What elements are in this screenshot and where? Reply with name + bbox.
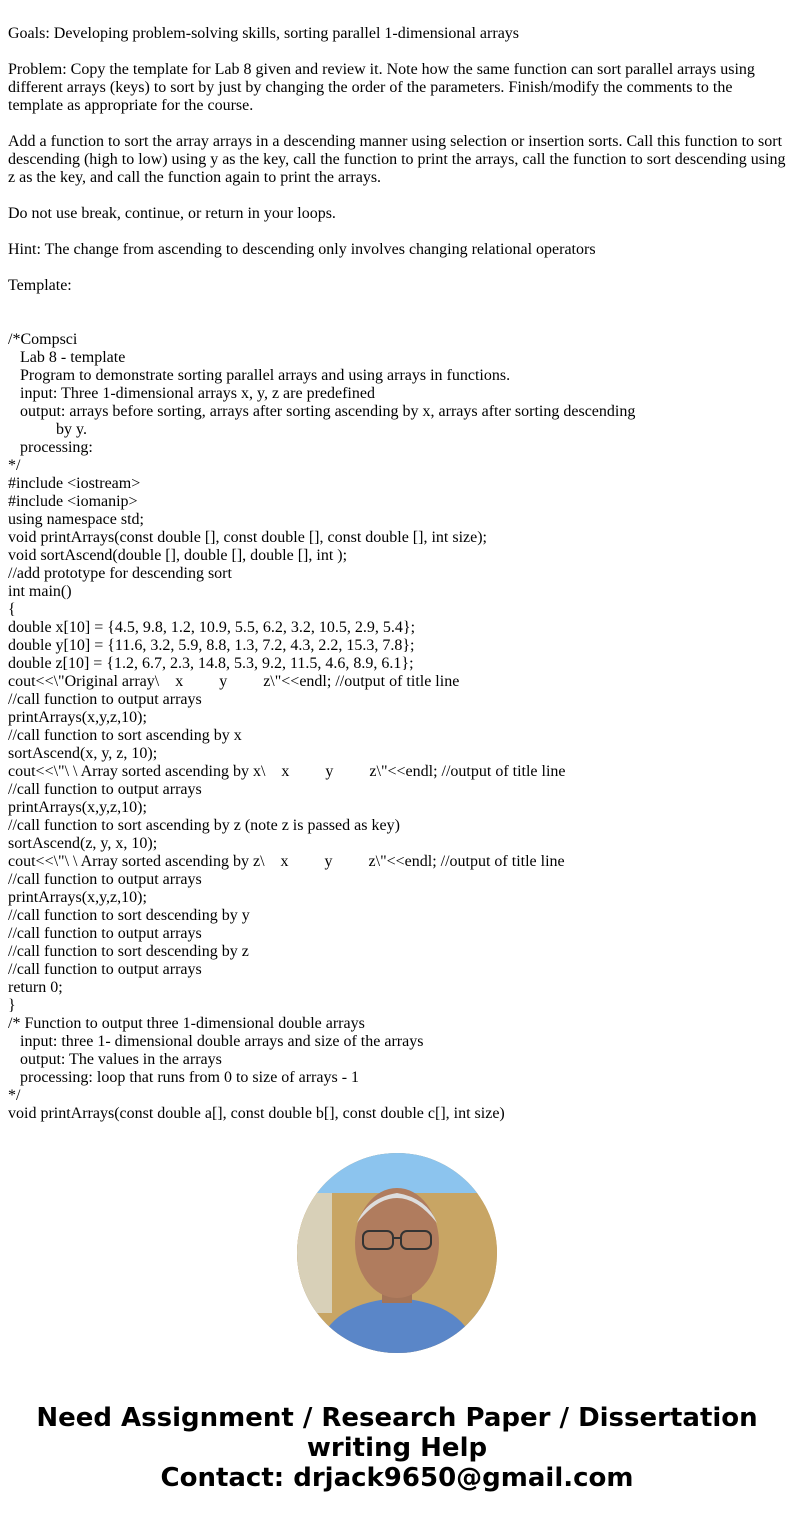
code-line: cout<<\"Original array\ x y z\"<<endl; //output of title line xyxy=(8,673,460,690)
code-line: //call function to output arrays xyxy=(8,691,202,708)
code-line: //call function to output arrays xyxy=(8,961,202,978)
contact-banner xyxy=(0,1403,794,1493)
code-line: //call function to sort ascending by z (note z is passed as key) xyxy=(8,817,400,834)
code-template xyxy=(8,331,788,1123)
code-line: input: three 1- dimensional double arrays and size of the arrays xyxy=(8,1033,424,1050)
paragraph: Add a function to sort the array arrays in a descending manner using selection or insertion sorts. Call this function to sort descending (high to low) using y as the key, call the function to print the arrays, call the function to sort descending using z as the key, and call the function again to print the arrays. xyxy=(8,133,786,186)
code-line: void printArrays(const double [], const double [], const double [], int size); xyxy=(8,529,487,546)
code-line: by y. xyxy=(8,421,87,438)
code-line: printArrays(x,y,z,10); xyxy=(8,709,147,726)
code-line: { xyxy=(8,601,16,618)
code-line: using namespace std; xyxy=(8,511,144,528)
code-line: #include <iomanip> xyxy=(8,493,138,510)
code-line: processing: xyxy=(8,439,93,456)
paragraph: Do not use break, continue, or return in your loops. xyxy=(8,205,336,222)
code-line: sortAscend(z, y, x, 10); xyxy=(8,835,158,852)
code-line: //add prototype for descending sort xyxy=(8,565,232,582)
code-line: output: The values in the arrays xyxy=(8,1051,222,1068)
code-line: } xyxy=(8,997,16,1014)
paragraph: Problem: Copy the template for Lab 8 given and review it. Note how the same function can sort parallel arrays using different arrays (keys) to sort by just by changing the order of the parameters. Finish/modify the comments to the template as appropriate for the course. xyxy=(8,61,755,114)
code-line: cout<<\"\ \ Array sorted ascending by z\ x y z\"<<endl; //output of title line xyxy=(8,853,565,870)
code-line: /* Function to output three 1-dimensional double arrays xyxy=(8,1015,365,1032)
code-line: //call function to output arrays xyxy=(8,871,202,888)
code-line: return 0; xyxy=(8,979,63,996)
code-line: input: Three 1-dimensional arrays x, y, z are predefined xyxy=(8,385,375,402)
contact-email: Contact: drjack9650@gmail.com xyxy=(160,1463,634,1493)
code-line: //call function to output arrays xyxy=(8,925,202,942)
code-line: */ xyxy=(8,1087,21,1104)
code-line: double z[10] = {1.2, 6.7, 2.3, 14.8, 5.3, 9.2, 11.5, 4.6, 8.9, 6.1}; xyxy=(8,655,414,672)
code-line: sortAscend(x, y, z, 10); xyxy=(8,745,158,762)
code-line: int main() xyxy=(8,583,72,600)
paragraph: Hint: The change from ascending to descending only involves changing relational operators xyxy=(8,241,596,258)
code-line: #include <iostream> xyxy=(8,475,141,492)
code-line: output: arrays before sorting, arrays after sorting ascending by x, arrays after sorting descending xyxy=(8,403,636,420)
code-line: double y[10] = {11.6, 3.2, 5.9, 8.8, 1.3, 7.2, 4.3, 2.2, 15.3, 7.8}; xyxy=(8,637,415,654)
code-line: //call function to sort descending by z xyxy=(8,943,249,960)
code-line: void sortAscend(double [], double [], double [], int ); xyxy=(8,547,348,564)
code-line: void printArrays(const double a[], const double b[], const double c[], int size) xyxy=(8,1105,505,1122)
promo-line: writing Help xyxy=(306,1433,488,1463)
code-line: //call function to output arrays xyxy=(8,781,202,798)
code-line: */ xyxy=(8,457,21,474)
paragraph: Goals: Developing problem-solving skills, sorting parallel 1-dimensional arrays xyxy=(8,25,520,42)
author-photo xyxy=(297,1153,497,1353)
paragraph: Template: xyxy=(8,277,72,294)
promo-line: Need Assignment / Research Paper / Dissertation xyxy=(36,1403,758,1433)
code-line: Program to demonstrate sorting parallel arrays and using arrays in functions. xyxy=(8,367,511,384)
code-line: /*Compsci xyxy=(8,331,78,348)
code-line: processing: loop that runs from 0 to size of arrays - 1 xyxy=(8,1069,360,1086)
code-line: printArrays(x,y,z,10); xyxy=(8,799,147,816)
code-line: //call function to sort ascending by x xyxy=(8,727,242,744)
code-line: double x[10] = {4.5, 9.8, 1.2, 10.9, 5.5, 6.2, 3.2, 10.5, 2.9, 5.4}; xyxy=(8,619,416,636)
document xyxy=(8,25,788,1123)
code-line: Lab 8 - template xyxy=(8,349,126,366)
code-line: printArrays(x,y,z,10); xyxy=(8,889,147,906)
code-line: //call function to sort descending by y xyxy=(8,907,250,924)
code-line: cout<<\"\ \ Array sorted ascending by x\ x y z\"<<endl; //output of title line xyxy=(8,763,566,780)
